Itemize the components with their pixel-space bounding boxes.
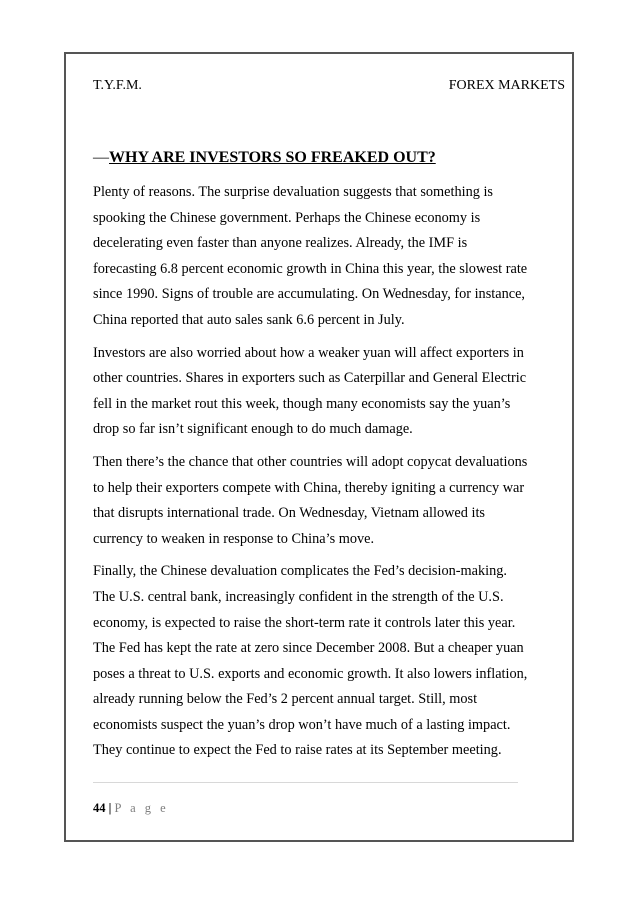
text-line: Investors are also worried about how a weaker yuan will affect exporters in <box>93 344 524 361</box>
header-left-title: T.Y.F.M. <box>93 78 142 93</box>
text-line: that disrupts international trade. On Wednesday, Vietnam allowed its <box>93 505 485 522</box>
text-line: poses a threat to U.S. exports and economic growth. It also lowers inflation, <box>93 665 528 682</box>
body-text <box>93 180 528 771</box>
section-heading <box>93 148 436 168</box>
text-line: The U.S. central bank, increasingly confident in the strength of the U.S. <box>93 588 504 605</box>
footer-separator: | <box>105 801 115 815</box>
footer-divider <box>93 782 518 783</box>
heading-text: WHY ARE INVESTORS SO FREAKED OUT? <box>109 149 436 166</box>
text-line: They continue to expect the Fed to raise rates at its September meeting. <box>93 742 502 759</box>
text-line: already running below the Fed’s 2 percent annual target. Still, most <box>93 691 478 708</box>
text-line: Then there’s the chance that other countries will adopt copycat devaluations <box>93 453 528 470</box>
text-line: decelerating even faster than anyone realizes. Already, the IMF is <box>93 235 468 252</box>
text-line: The Fed has kept the rate at zero since December 2008. But a cheaper yuan <box>93 640 524 657</box>
text-line: forecasting 6.8 percent economic growth in China this year, the slowest rate <box>93 260 528 277</box>
text-line: China reported that auto sales sank 6.6 percent in July. <box>93 311 405 328</box>
text-line: economists suspect the yuan’s drop won’t have much of a lasting impact. <box>93 716 511 733</box>
page-label: P a g e <box>114 801 169 815</box>
text-line: drop so far isn’t significant enough to do much damage. <box>93 421 413 438</box>
paragraph <box>93 180 528 334</box>
text-line: economy, is expected to raise the short-term rate it controls later this year. <box>93 614 516 631</box>
text-line: Finally, the Chinese devaluation complicates the Fed’s decision-making. <box>93 563 507 580</box>
text-line: since 1990. Signs of trouble are accumulating. On Wednesday, for instance, <box>93 286 526 303</box>
text-line: to help their exporters compete with China, thereby igniting a currency war <box>93 479 525 496</box>
paragraph <box>93 559 528 764</box>
page-footer <box>93 800 169 816</box>
text-line: other countries. Shares in exporters such as Caterpillar and General Electric <box>93 370 527 387</box>
paragraph <box>93 341 527 443</box>
header-right-title: FOREX MARKETS <box>448 78 565 93</box>
paragraph <box>93 450 528 552</box>
text-line: currency to weaken in response to China’s move. <box>93 530 375 547</box>
text-line: spooking the Chinese government. Perhaps the Chinese economy is <box>93 209 481 226</box>
text-line: fell in the market rout this week, though many economists say the yuan’s <box>93 395 511 412</box>
heading-dash: — <box>93 149 109 166</box>
page-number: 44 <box>93 801 106 815</box>
text-line: Plenty of reasons. The surprise devaluation suggests that something is <box>93 184 493 200</box>
